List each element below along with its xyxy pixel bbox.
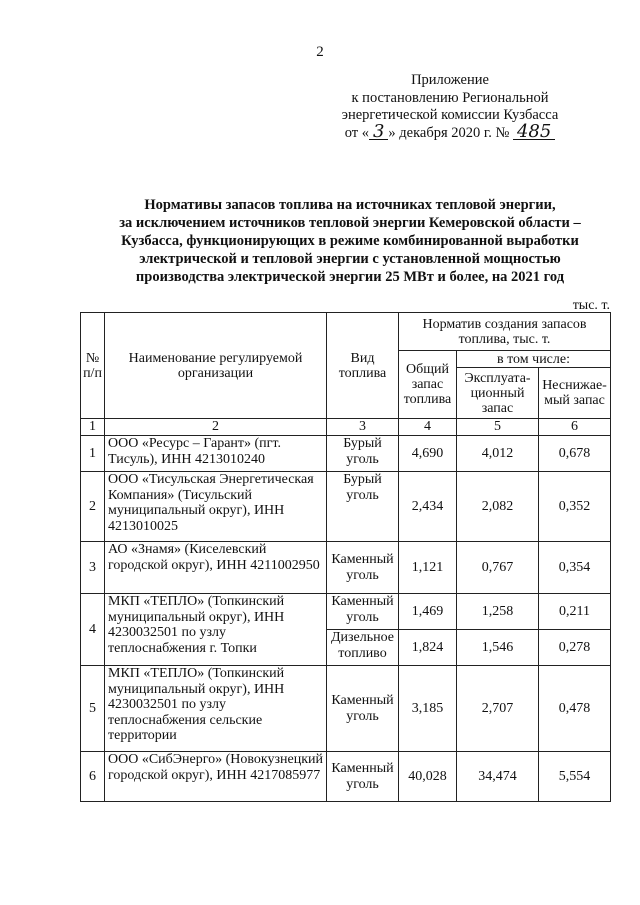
table-row bbox=[81, 752, 611, 802]
org-name: МКП «ТЕПЛО» (Топкинский муниципальный округ), ИНН 4230032501 по узлу теплоснабжения сельские территории bbox=[105, 666, 327, 752]
nonreducible-reserve: 0,211 bbox=[539, 594, 611, 630]
row-num: 1 bbox=[81, 436, 105, 472]
header-num: № п/п bbox=[81, 313, 105, 419]
fuel-type: Каменный уголь bbox=[327, 752, 399, 802]
appendix-date-line bbox=[300, 120, 600, 143]
header-org: Наименование регулируемой организации bbox=[105, 313, 327, 419]
operational-reserve: 1,258 bbox=[457, 594, 539, 630]
nonreducible-reserve: 5,554 bbox=[539, 752, 611, 802]
fuel-type: Бурый уголь bbox=[327, 472, 399, 542]
title-line-4: электрической и тепловой энергии с установленной мощностью bbox=[139, 251, 561, 267]
fuel-type: Каменный уголь bbox=[327, 542, 399, 594]
header-fuel: Вид топлива bbox=[327, 313, 399, 419]
header-nonreducible: Неснижае-мый запас bbox=[539, 368, 611, 419]
title-line-5: производства электрической энергии 25 МВт и более, на 2021 год bbox=[135, 269, 565, 285]
handwritten-day: 3 bbox=[369, 125, 388, 140]
row-num: 2 bbox=[81, 472, 105, 542]
table-row bbox=[81, 594, 611, 630]
header-including: в том числе: bbox=[457, 351, 611, 368]
org-name: МКП «ТЕПЛО» (Топкинский муниципальный округ), ИНН 4230032501 по узлу теплоснабжения г. Топки bbox=[105, 594, 327, 666]
total-reserve: 4,690 bbox=[399, 436, 457, 472]
header-operational: Эксплуата-ционный запас bbox=[457, 368, 539, 419]
col-index: 6 bbox=[539, 419, 611, 436]
handwritten-doc-number: 485 bbox=[513, 125, 555, 140]
total-reserve: 1,824 bbox=[399, 630, 457, 666]
row-num: 6 bbox=[81, 752, 105, 802]
operational-reserve: 0,767 bbox=[457, 542, 539, 594]
nonreducible-reserve: 0,478 bbox=[539, 666, 611, 752]
operational-reserve: 1,546 bbox=[457, 630, 539, 666]
column-index-row bbox=[81, 419, 611, 436]
total-reserve: 2,434 bbox=[399, 472, 457, 542]
appendix-header bbox=[300, 72, 600, 142]
table-row bbox=[81, 542, 611, 594]
operational-reserve: 4,012 bbox=[457, 436, 539, 472]
row-num: 3 bbox=[81, 542, 105, 594]
header-norm-group: Норматив создания запасов топлива, тыс. т. bbox=[399, 313, 611, 351]
fuel-type: Каменный уголь bbox=[327, 666, 399, 752]
row-num: 5 bbox=[81, 666, 105, 752]
total-reserve: 40,028 bbox=[399, 752, 457, 802]
org-name: ООО «Тисульская Энергетическая Компания» (Тисульский муниципальный округ), ИНН 4213010025 bbox=[105, 472, 327, 542]
col-index: 3 bbox=[327, 419, 399, 436]
title-line-2: за исключением источников тепловой энергии Кемеровской области – bbox=[119, 215, 581, 231]
total-reserve: 1,469 bbox=[399, 594, 457, 630]
org-name: ООО «Ресурс – Гарант» (пгт. Тисуль), ИНН 4213010240 bbox=[105, 436, 327, 472]
total-reserve: 1,121 bbox=[399, 542, 457, 594]
total-reserve: 3,185 bbox=[399, 666, 457, 752]
appendix-line-2: к постановлению Региональной bbox=[351, 89, 549, 106]
fuel-type: Бурый уголь bbox=[327, 436, 399, 472]
table-row bbox=[81, 666, 611, 752]
unit-label: тыс. т. bbox=[572, 298, 610, 313]
row-num: 4 bbox=[81, 594, 105, 666]
header-total: Общий запас топлива bbox=[399, 351, 457, 419]
fuel-type: Дизельное топливо bbox=[327, 630, 399, 666]
table-row bbox=[81, 436, 611, 472]
page-number: 2 bbox=[316, 44, 324, 60]
org-name: ООО «СибЭнерго» (Новокузнецкий городской округ), ИНН 4217085977 bbox=[105, 752, 327, 802]
col-index: 1 bbox=[81, 419, 105, 436]
org-name: АО «Знамя» (Киселевский городской округ), ИНН 4211002950 bbox=[105, 542, 327, 594]
document-title bbox=[90, 196, 610, 286]
appendix-line-3: энергетической комиссии Кузбасса bbox=[341, 107, 559, 123]
col-index: 5 bbox=[457, 419, 539, 436]
date-prefix: от « bbox=[344, 124, 369, 141]
nonreducible-reserve: 0,678 bbox=[539, 436, 611, 472]
nonreducible-reserve: 0,352 bbox=[539, 472, 611, 542]
date-mid: » декабря 2020 г. № bbox=[388, 124, 510, 141]
operational-reserve: 2,082 bbox=[457, 472, 539, 542]
title-line-3: Кузбасса, функционирующих в режиме комбинированной выработки bbox=[121, 233, 579, 249]
fuel-type: Каменный уголь bbox=[327, 594, 399, 630]
col-index: 4 bbox=[399, 419, 457, 436]
operational-reserve: 34,474 bbox=[457, 752, 539, 802]
nonreducible-reserve: 0,278 bbox=[539, 630, 611, 666]
nonreducible-reserve: 0,354 bbox=[539, 542, 611, 594]
appendix-title: Приложение bbox=[411, 72, 489, 88]
operational-reserve: 2,707 bbox=[457, 666, 539, 752]
title-line-1: Нормативы запасов топлива на источниках тепловой энергии, bbox=[144, 197, 556, 213]
col-index: 2 bbox=[105, 419, 327, 436]
fuel-reserve-table bbox=[80, 312, 611, 802]
table-row bbox=[81, 472, 611, 542]
